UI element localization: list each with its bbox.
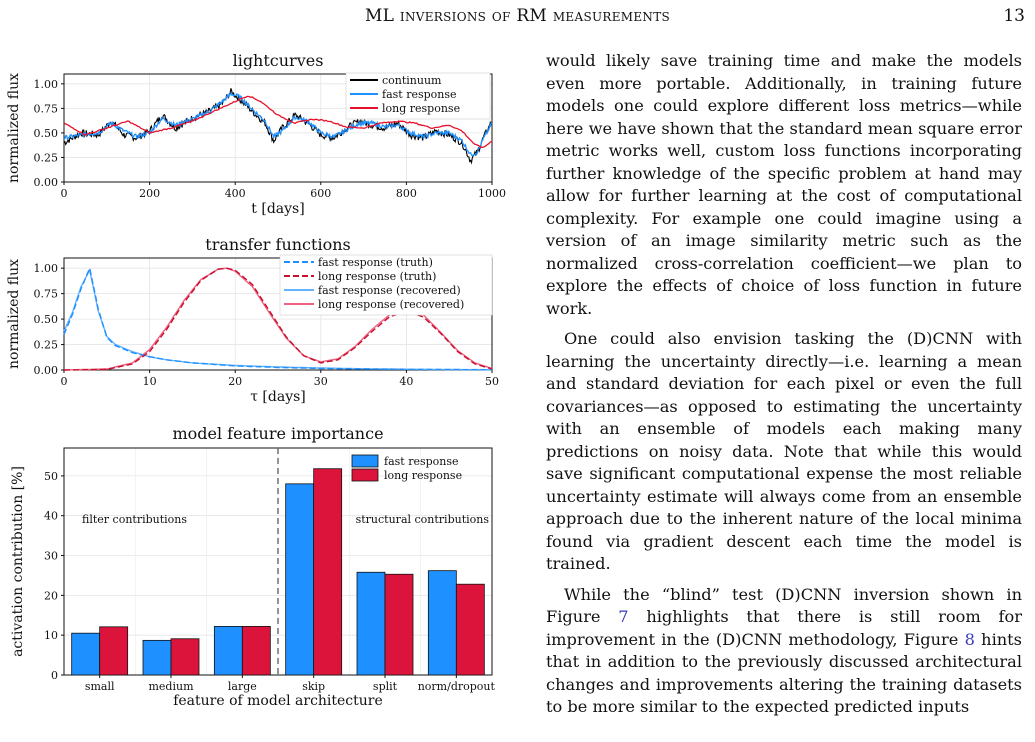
x-tick-label: skip — [302, 680, 326, 693]
annotation-filter: filter contributions — [82, 513, 188, 526]
y-axis-label: normalized flux — [6, 72, 22, 184]
y-tick-label: 0 — [51, 669, 58, 682]
x-tick-label: 600 — [310, 187, 332, 200]
bar — [314, 469, 342, 675]
annotation-structural: structural contributions — [355, 513, 489, 526]
bar — [214, 626, 242, 675]
x-tick-label: 10 — [142, 375, 157, 388]
chart-title: lightcurves — [232, 51, 324, 70]
page-number: 13 — [1003, 6, 1025, 26]
y-tick-label: 0.75 — [33, 287, 58, 301]
x-tick-label: 30 — [313, 375, 328, 388]
paragraph-3-text-a: While the “blind” test (D)CNN inversion shown in Figure — [546, 584, 1022, 626]
bar — [171, 639, 199, 675]
bar — [286, 484, 314, 675]
legend-label: fast response (recovered) — [318, 284, 461, 297]
y-tick-label: 1.00 — [33, 262, 58, 276]
legend-label: long response (truth) — [318, 270, 437, 283]
bar — [456, 584, 484, 675]
legend-label: long response (recovered) — [318, 298, 465, 311]
body-text-column — [546, 50, 1022, 727]
bar — [428, 571, 456, 675]
legend-label: continuum — [382, 74, 442, 87]
legend-label: long response — [382, 102, 461, 115]
paragraph-2: One could also envision tasking the (D)CNN with learning the uncertainty directly—i.e. learning a mean and standard deviation for each pixel or even the full covariances—as opposed to estimating the uncertainty with an ensemble of models each making many predictions on noisy data. Note that while this would save significant computational expense the most reliable uncertainty estimate will always come from an ensemble approach due to the inherent nature of the local minima found via gradient descent each time the model is trained. — [546, 329, 1022, 573]
figure-panels — [0, 30, 520, 742]
running-title: ML inversions of RM measurements — [364, 6, 671, 26]
y-tick-label: 0.75 — [33, 102, 58, 116]
y-tick-label: 0.25 — [33, 151, 58, 165]
chart-title: transfer functions — [205, 235, 351, 254]
x-axis-label: t [days] — [251, 201, 305, 217]
y-tick-label: 0.00 — [33, 364, 58, 377]
x-tick-label: 0 — [60, 375, 68, 388]
x-tick-label: 800 — [395, 187, 417, 200]
x-axis-label: feature of model architecture — [173, 693, 383, 709]
x-tick-label: norm/dropout — [417, 680, 495, 693]
x-tick-label: medium — [148, 680, 194, 693]
y-axis-label: normalized flux — [6, 258, 22, 370]
y-tick-label: 0.00 — [33, 176, 58, 189]
bar — [100, 627, 128, 675]
x-tick-label: 1000 — [478, 187, 506, 200]
x-tick-label: 400 — [224, 187, 246, 200]
x-tick-label: 50 — [485, 375, 499, 388]
x-tick-label: small — [84, 680, 115, 693]
legend-label: fast response (truth) — [318, 256, 433, 269]
legend-swatch — [352, 469, 378, 481]
paragraph-3 — [546, 584, 1022, 719]
legend-label: fast response — [382, 88, 457, 101]
bar — [72, 633, 100, 675]
legend-swatch — [352, 455, 378, 467]
bar — [242, 626, 270, 675]
figure-7-link[interactable]: 7 — [618, 607, 629, 626]
y-tick-label: 30 — [44, 549, 58, 563]
y-tick-label: 10 — [44, 629, 58, 643]
chart-title: model feature importance — [172, 424, 384, 443]
y-tick-label: 0.50 — [33, 126, 58, 140]
figure-8-link[interactable]: 8 — [964, 629, 975, 649]
x-tick-label: 20 — [228, 375, 243, 388]
x-tick-label: large — [227, 680, 257, 693]
paragraph-1: would likely save training time and make the models even more portable. Additionally, in training future models one could explore different loss metrics—while here we have shown that the standard mean square error metric works well, custom loss functions incorporating further knowledge of the specific problem at hand may allow for further learning at the cost of computational complexity. For example one could imagine using a version of an image similarity metric such as the normalized cross-correlation coefficient—we plan to explore the effects of choice of loss function in future work. — [546, 51, 1022, 318]
bar — [385, 574, 413, 675]
paragraph-3-text-b: highlights that there is still room for improvement in the (D)CNN methodology, Figure — [546, 607, 1022, 649]
bar — [357, 572, 385, 675]
page-header — [0, 6, 1035, 30]
x-tick-label: 0 — [60, 187, 68, 200]
x-tick-label: 40 — [399, 375, 414, 388]
paragraph-3-text-c: hints that in addition to the previously discussed architectural changes and improvements altering the training datasets to be more similar to the expected predicted inputs — [546, 629, 1022, 716]
y-tick-label: 1.00 — [33, 77, 58, 91]
legend-label: fast response — [384, 455, 459, 468]
x-tick-label: split — [372, 680, 398, 693]
y-tick-label: 20 — [44, 589, 58, 603]
y-tick-label: 50 — [44, 469, 58, 483]
y-tick-label: 0.50 — [33, 313, 58, 327]
legend-label: long response — [384, 469, 463, 482]
bar — [143, 640, 171, 675]
y-axis-label: activation contribution [%] — [10, 466, 26, 657]
x-axis-label: τ [days] — [250, 389, 306, 405]
x-tick-label: 200 — [139, 187, 161, 200]
y-tick-label: 40 — [44, 509, 58, 523]
y-tick-label: 0.25 — [33, 338, 58, 352]
